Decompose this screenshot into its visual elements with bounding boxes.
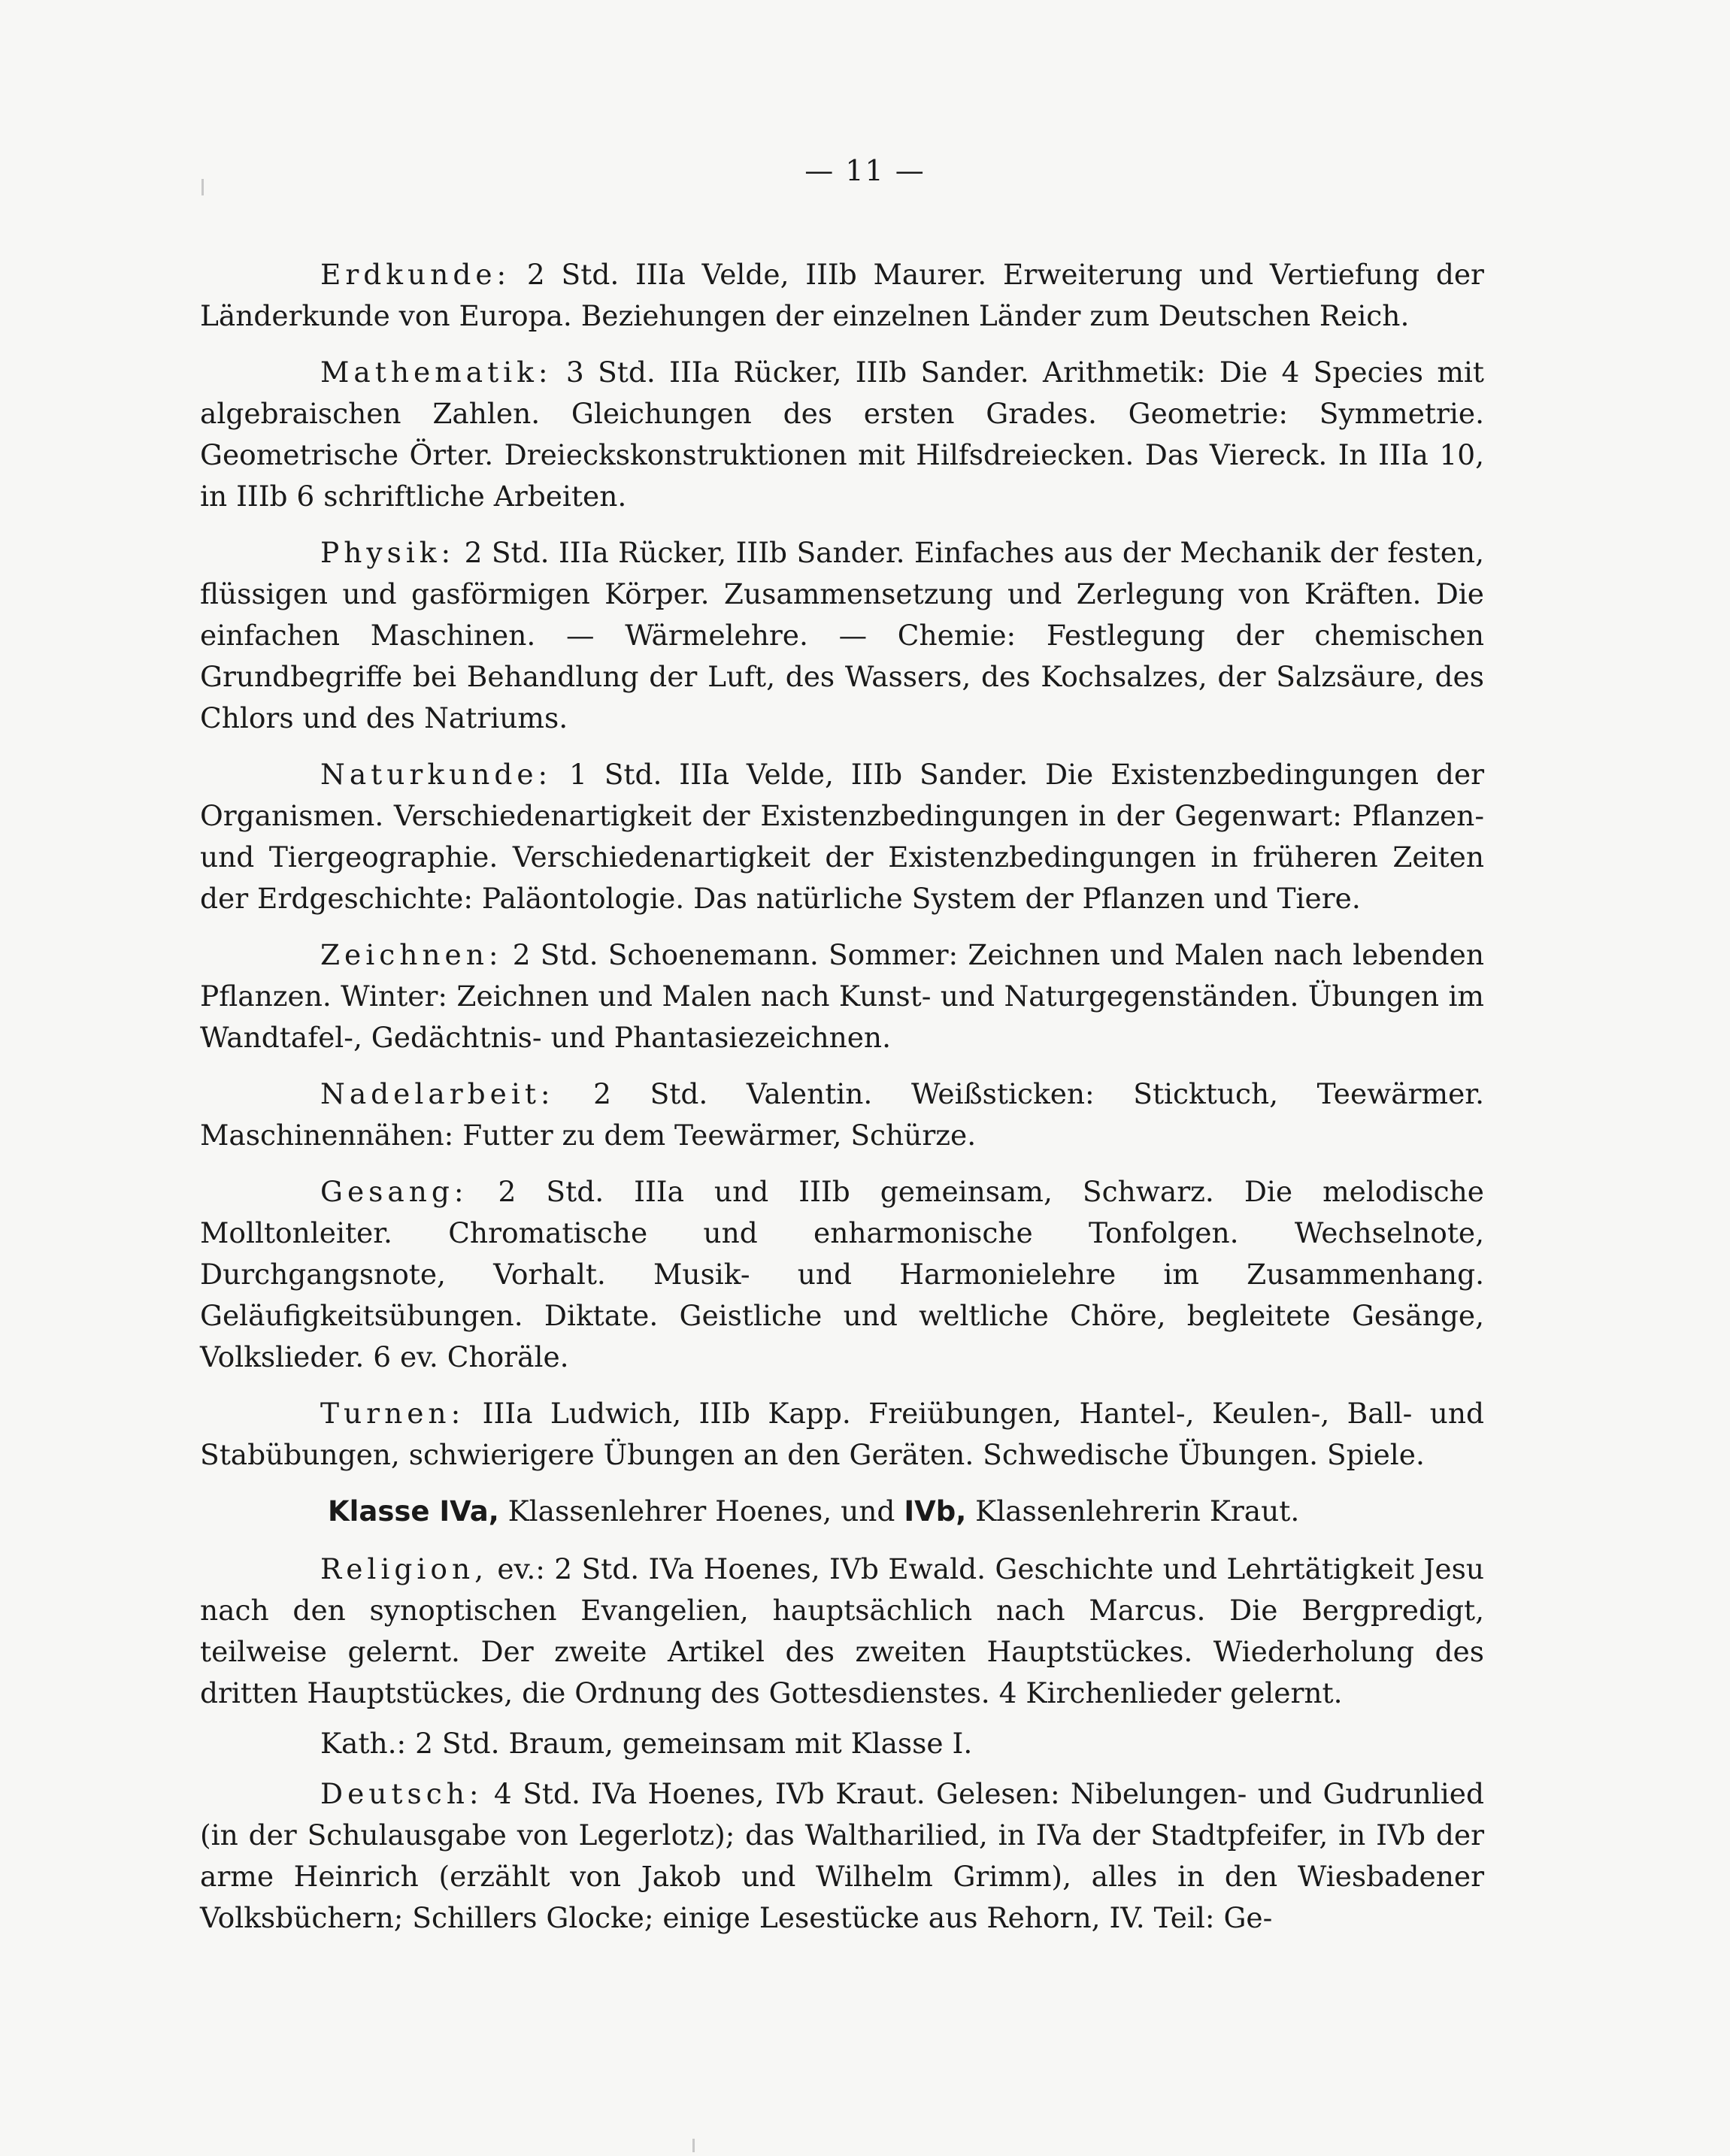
section-zeichnen (200, 934, 1484, 1058)
section-text: 2 Std. IIIa Rücker, IIIb Sander. Einfaches aus der Mechanik der festen, flüssigen und gasförmigen Körper. Zusammensetzung und Zerlegung von Kräften. Die einfachen Maschinen. — Wärmelehre. — Chemie: Festlegung der chemischen Grundbegriffe bei Behandlung der Luft, des Wassers, des Kochsalzes, der Salzsäure, des Chlors und des Natriums. (200, 536, 1484, 734)
class-a-label: Klasse IVa, (328, 1495, 499, 1528)
class-a-teacher: Klassenlehrer Hoenes, und (498, 1494, 904, 1528)
section-kath (200, 1723, 1484, 1764)
section-text: IIIa Ludwich, IIIb Kapp. Freiübungen, Hantel-, Keulen-, Ball- und Stabübungen, schwierigere Übungen an den Geräten. Schwedische Übungen. Spiele. (200, 1397, 1484, 1471)
subject-label: Deutsch: (320, 1777, 483, 1810)
section-text: 2 Std. IIIa Velde, IIIb Maurer. Erweiterung und Vertiefung der Länderkunde von Europa. Beziehungen der einzelnen Länder zum Deutschen Reich. (200, 258, 1484, 332)
scan-speck (692, 2139, 695, 2152)
class-b-label: IVb, (904, 1495, 967, 1528)
section-physik (200, 532, 1484, 739)
subject-label: Turnen: (320, 1397, 465, 1430)
section-erdkunde (200, 254, 1484, 337)
body-text (200, 254, 1484, 1954)
class-b-teacher: Klassenlehrerin Kraut. (966, 1494, 1300, 1528)
section-text: 2 Std. Braum, gemeinsam mit Klasse I. (406, 1727, 973, 1760)
subject-label: Kath.: (320, 1727, 407, 1760)
subject-label: Erdkunde: (320, 258, 511, 291)
section-nadelarbeit (200, 1073, 1484, 1156)
subject-label: Religion, (320, 1552, 489, 1585)
section-text: ev.: 2 Std. IVa Hoenes, IVb Ewald. Geschichte und Lehrtätigkeit Jesu nach den synoptischen Evangelien, hauptsächlich nach Marcus. Die Bergpredigt, teilweise gelernt. Der zweite Artikel des zweiten Hauptstückes. Wiederholung des dritten Hauptstückes, die Ordnung des Gottesdienstes. 4 Kirchenlieder gelernt. (200, 1552, 1484, 1709)
page-number: — 11 — (804, 154, 926, 187)
class-heading (200, 1491, 1484, 1532)
section-text: 3 Std. IIIa Rücker, IIIb Sander. Arithmetik: Die 4 Species mit algebraischen Zahlen. Gleichungen des ersten Grades. Geometrie: Symmetrie. Geometrische Örter. Dreieckskonstruktionen mit Hilfsdreiecken. Das Viereck. In IIIa 10, in IIIb 6 schriftliche Arbeiten. (200, 356, 1484, 513)
section-deutsch (200, 1773, 1484, 1939)
section-gesang (200, 1171, 1484, 1378)
subject-label: Mathematik: (320, 356, 553, 389)
section-text: 4 Std. IVa Hoenes, IVb Kraut. Gelesen: Nibelungen- und Gudrunlied (in der Schulausgabe von Legerlotz); das Waltharilied, in IVa der Stadtpfeifer, in IVb der arme Heinrich (erzählt von Jakob und Wilhelm Grimm), alles in den Wiesbadener Volksbüchern; Schillers Glocke; einige Lesestücke aus Rehorn, IV. Teil: Ge- (200, 1777, 1484, 1934)
section-text: 2 Std. Valentin. Weißsticken: Sticktuch, Teewärmer. Maschinennähen: Futter zu dem Teewärmer, Schürze. (200, 1077, 1484, 1152)
subject-label: Naturkunde: (320, 758, 553, 791)
subject-label: Physik: (320, 536, 456, 569)
scan-speck (201, 179, 204, 195)
section-text: 2 Std. Schoenemann. Sommer: Zeichnen und Malen nach lebenden Pflanzen. Winter: Zeichnen und Malen nach Kunst- und Naturgegenständen. Übungen im Wandtafel-, Gedächtnis- und Phantasiezeichnen. (200, 938, 1484, 1054)
section-text: 1 Std. IIIa Velde, IIIb Sander. Die Existenzbedingungen der Organismen. Verschiedenartigkeit der Existenzbedingungen in der Gegenwart: Pflanzen- und Tiergeographie. Verschiedenartigkeit der Existenzbedingungen in früheren Zeiten der Erdgeschichte: Paläontologie. Das natürliche System der Pflanzen und Tiere. (200, 758, 1484, 915)
subject-label: Gesang: (320, 1175, 468, 1208)
section-religion (200, 1549, 1484, 1714)
section-mathematik (200, 352, 1484, 517)
subject-label: Zeichnen: (320, 938, 503, 971)
section-text: 2 Std. IIIa und IIIb gemeinsam, Schwarz. Die melodische Molltonleiter. Chromatische und enharmonische Tonfolgen. Wechselnote, Durchgangsnote, Vorhalt. Musik- und Harmonielehre im Zusammenhang. Geläufigkeitsübungen. Diktate. Geistliche und weltliche Chöre, begleitete Gesänge, Volkslieder. 6 ev. Choräle. (200, 1175, 1484, 1373)
section-turnen (200, 1393, 1484, 1476)
section-naturkunde (200, 754, 1484, 919)
subject-label: Nadelarbeit: (320, 1077, 555, 1110)
